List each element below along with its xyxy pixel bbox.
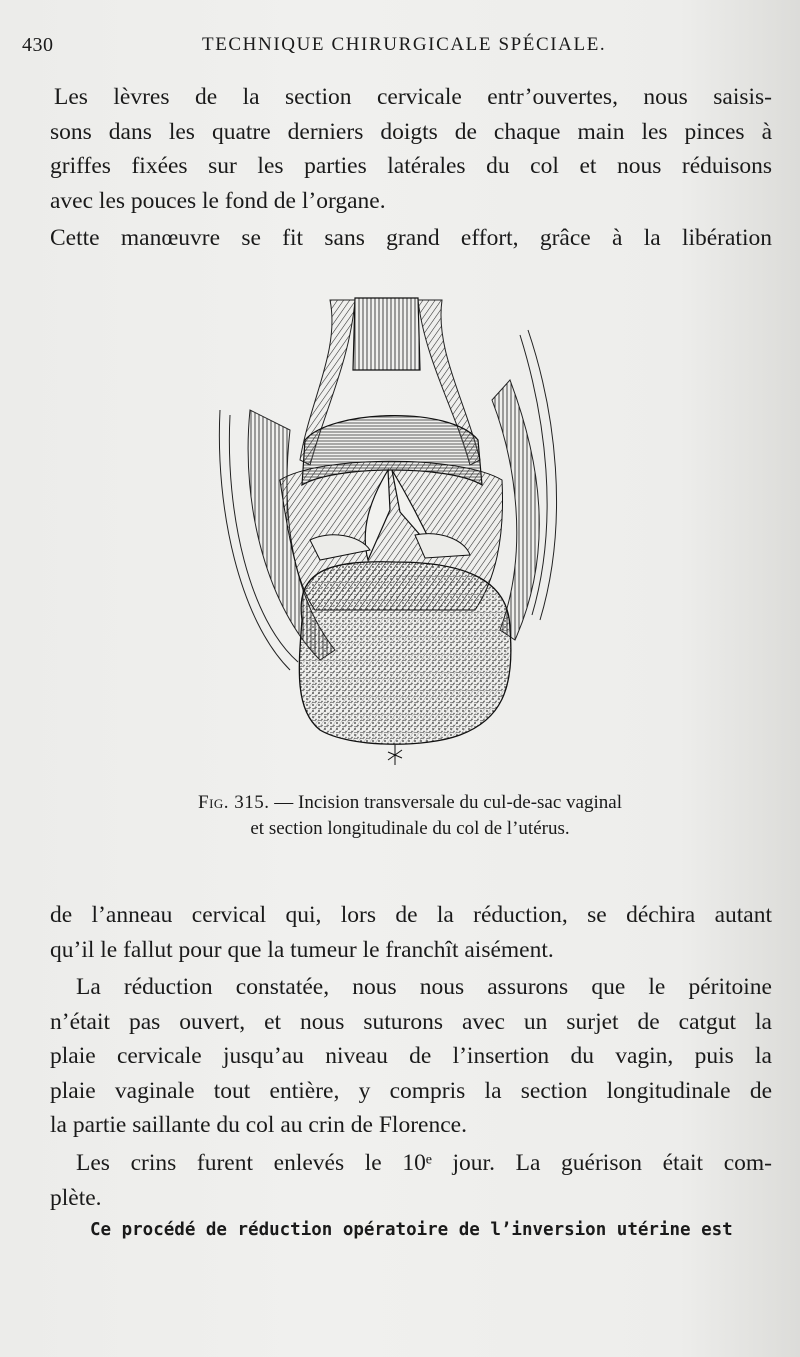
text-line: de l’anneau cervical qui, lors de la réduction, se déchira autant xyxy=(50,902,772,928)
text-line: qu’il le fallut pour que la tumeur le franchît aisément. xyxy=(50,936,554,963)
figure-caption xyxy=(140,790,680,842)
suture-thread xyxy=(388,745,402,765)
caption-text-1: — Incision transversale du cul-de-sac vaginal xyxy=(269,792,622,813)
text-line: griffes fixées sur les parties latérales du col et nous réduisons xyxy=(50,153,772,179)
paragraph-3 xyxy=(50,898,772,967)
text-line: n’était pas ouvert, et nous suturons avec un surjet de catgut la xyxy=(50,1008,772,1035)
page-header xyxy=(22,34,782,60)
figure-label: Fig. 315. xyxy=(198,792,270,813)
text-line: Les crins furent enlevés le 10ᵉ jour. La guérison était com- xyxy=(76,1150,772,1176)
caption-text-2: et section longitudinale du col de l’utérus. xyxy=(250,818,570,839)
paragraph-5 xyxy=(50,1146,772,1215)
text-line: plète. xyxy=(50,1184,102,1211)
text-line: la partie saillante du col au crin de Florence. xyxy=(50,1112,467,1138)
text-line: avec les pouces le fond de l’organe. xyxy=(50,187,386,214)
paragraph-2 xyxy=(50,221,772,256)
paragraph-6 xyxy=(90,1215,780,1245)
caption-line-1 xyxy=(140,790,680,816)
paragraph-1 xyxy=(50,80,772,218)
surgical-engraving-figure xyxy=(210,290,580,780)
text-line: sons dans les quatre derniers doigts de chaque main les pinces à xyxy=(50,118,772,145)
text-line: plaie cervicale jusqu’au niveau de l’insertion du vagin, puis la xyxy=(50,1043,772,1069)
page-number: 430 xyxy=(22,34,54,56)
paragraph-4 xyxy=(50,970,772,1143)
text-line: Cette manœuvre se fit sans grand effort, grâce à la libération xyxy=(50,225,772,251)
text-line: Ce procédé de réduction opératoire de l’inversion utérine est xyxy=(90,1220,733,1240)
text-line: plaie vaginale tout entière, y compris la section longitudinale de xyxy=(50,1077,772,1104)
text-line: Les lèvres de la section cervicale entr’ouvertes, nous saisis- xyxy=(54,84,772,110)
text-line: La réduction constatée, nous nous assurons que le péritoine xyxy=(76,974,772,1000)
running-title: TECHNIQUE CHIRURGICALE SPÉCIALE. xyxy=(202,34,607,55)
